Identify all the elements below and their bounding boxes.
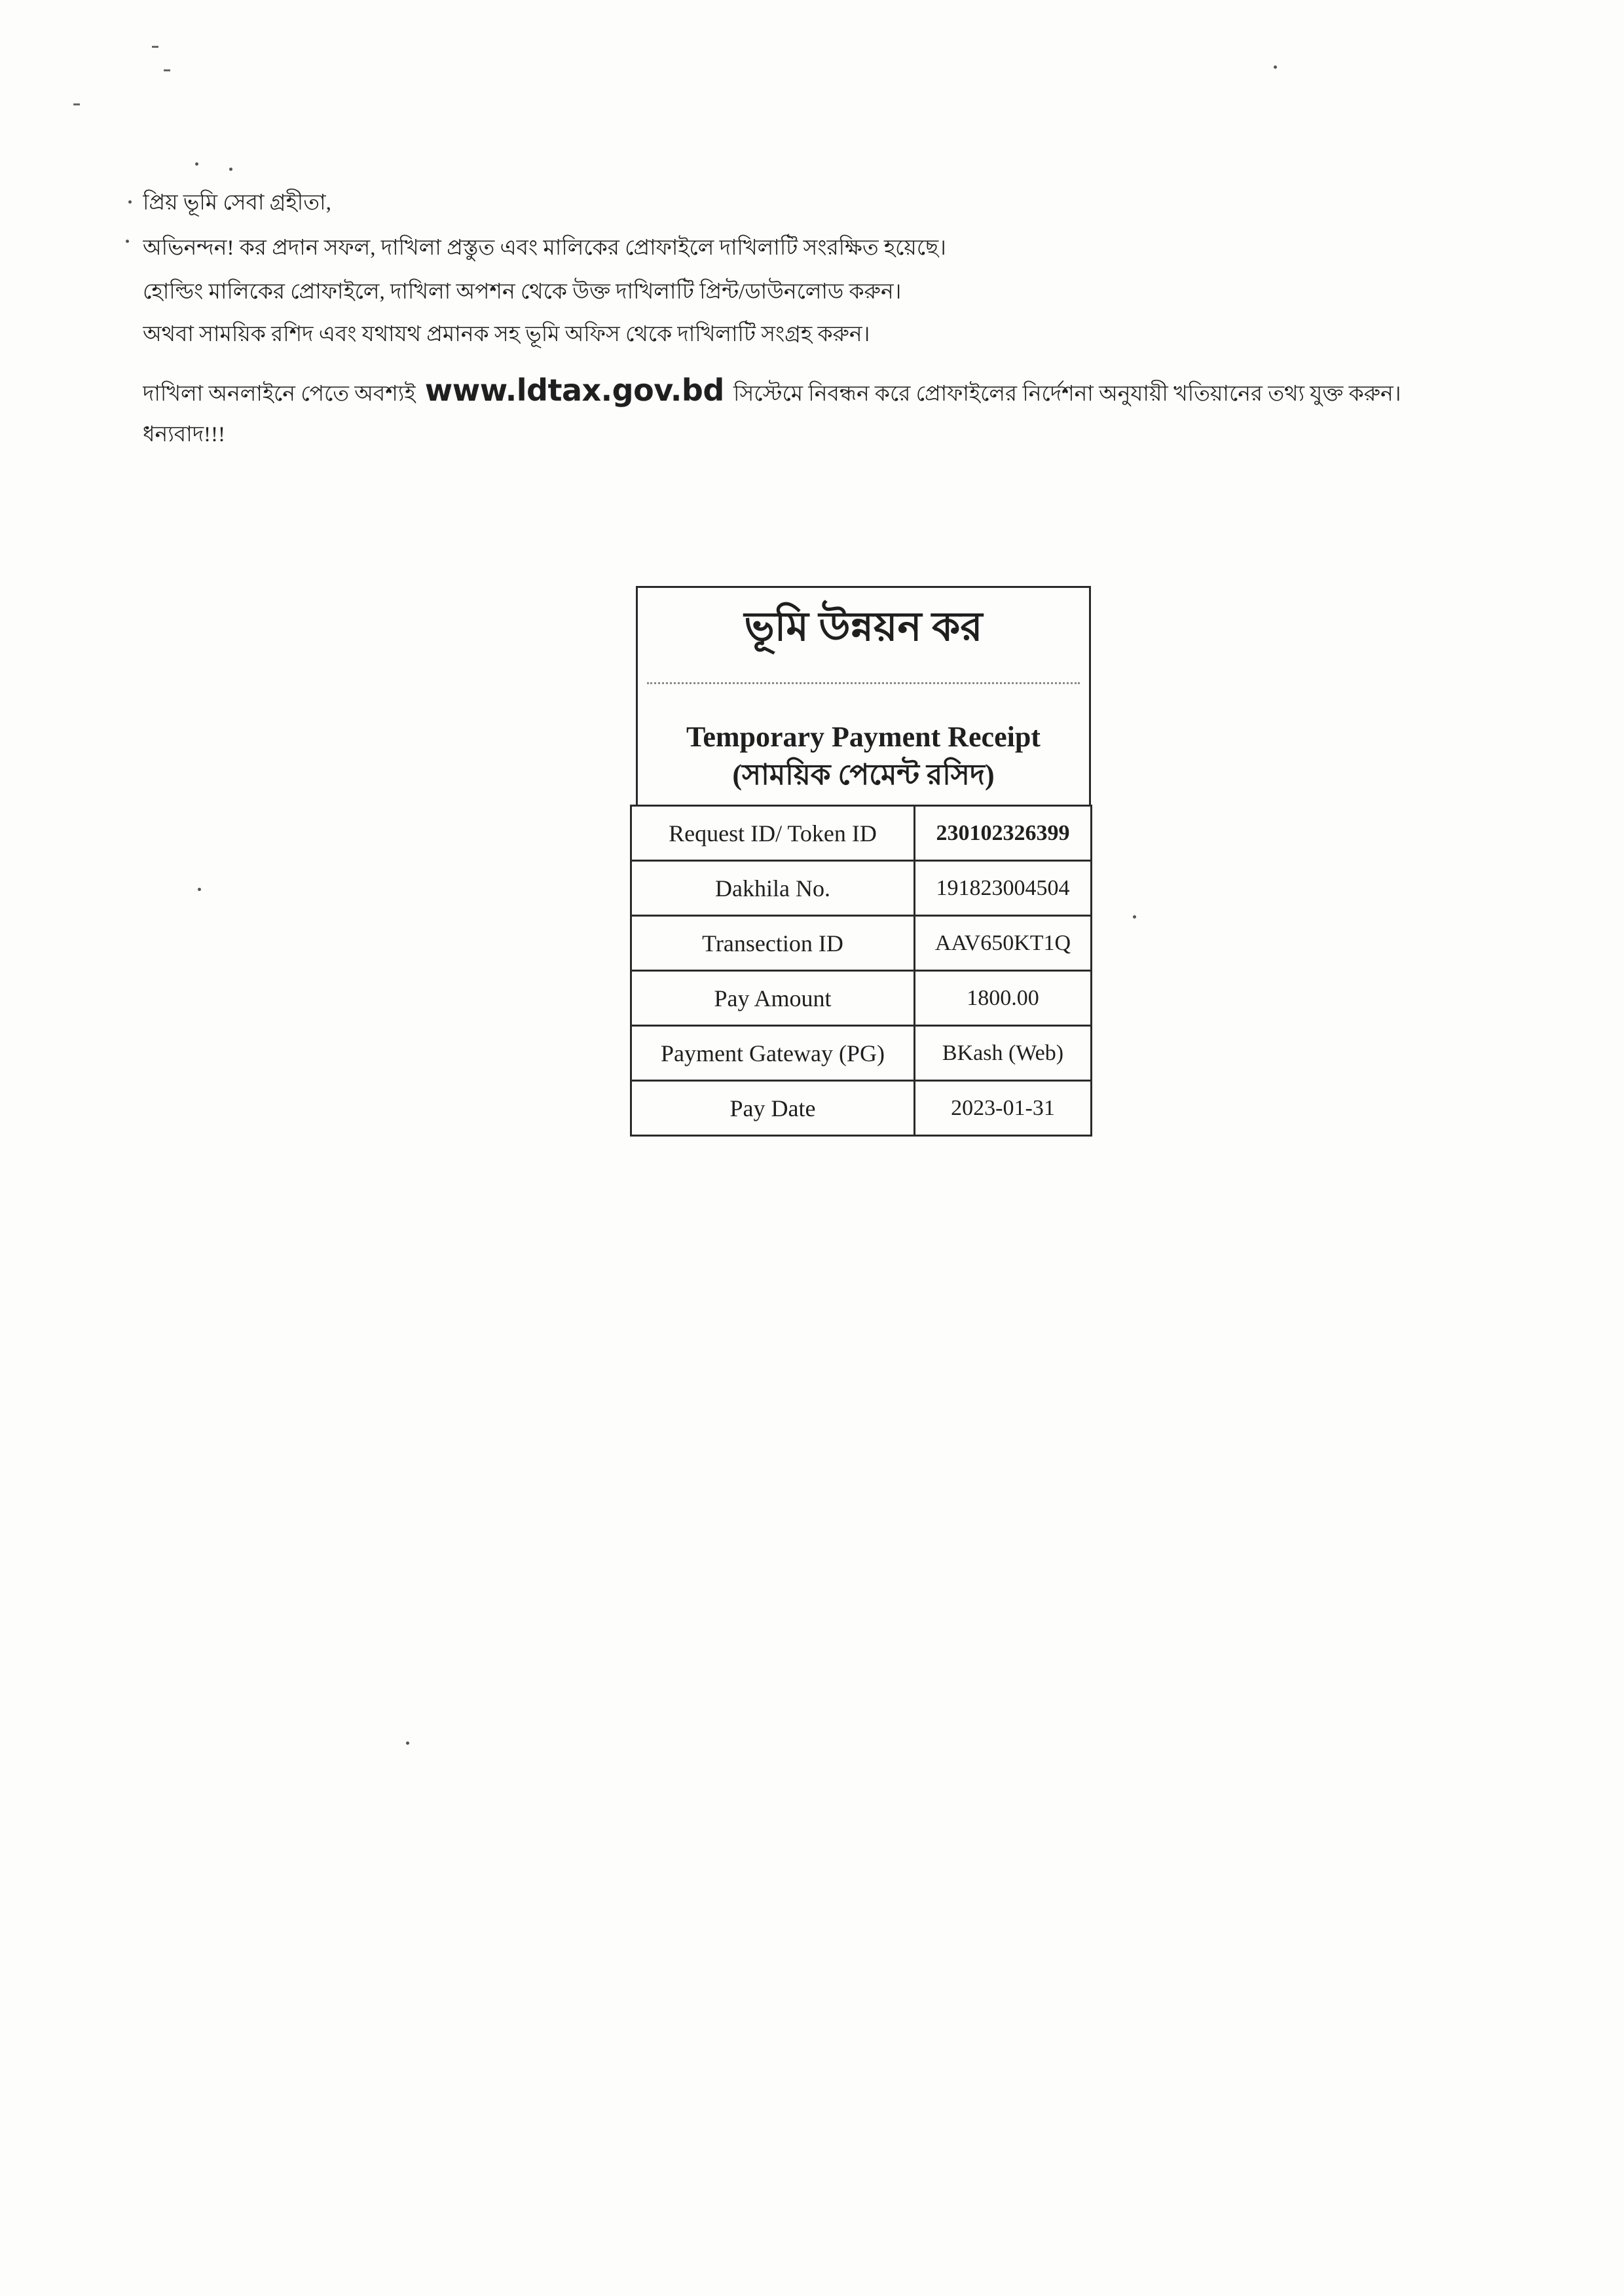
letter-line-registration — [143, 372, 1401, 412]
letter-line-congratulations: অভিনন্দন! কর প্রদান সফল, দাখিলা প্রস্তুত এবং মালিকের প্রোফাইলে দাখিলাটি সংরক্ষিত হয়েছে। — [143, 236, 946, 260]
scan-speck — [1133, 915, 1136, 919]
row-value-dakhila-no: 191823004504 — [915, 861, 1092, 916]
table-row — [631, 861, 1092, 916]
row-label-transaction-id: Transection ID — [631, 916, 915, 971]
dotted-divider — [647, 682, 1080, 684]
table-row — [631, 1081, 1092, 1136]
greeting: প্রিয় ভূমি সেবা গ্রহীতা, — [143, 191, 331, 215]
table-row — [631, 1026, 1092, 1081]
row-value-request-id: 230102326399 — [915, 806, 1092, 861]
row-value-payment-gateway: BKash (Web) — [915, 1026, 1092, 1081]
row-value-transaction-id: AAV650KT1Q — [915, 916, 1092, 971]
website-url: www.ldtax.gov.bd — [424, 373, 724, 408]
scan-speck — [195, 162, 198, 166]
row-value-pay-date: 2023-01-31 — [915, 1081, 1092, 1136]
table-row — [631, 916, 1092, 971]
letter-line-office-collection: অথবা সাময়িক রশিদ এবং যথাযথ প্রমানক সহ ভূমি অফিস থেকে দাখিলাটি সংগ্রহ করুন। — [143, 323, 870, 346]
scan-speck — [406, 1741, 409, 1745]
row-label-request-id: Request ID/ Token ID — [631, 806, 915, 861]
scan-speck — [128, 200, 132, 204]
scan-speck — [229, 168, 232, 171]
table-row — [631, 806, 1092, 861]
scan-speck — [164, 69, 170, 71]
receipt-table — [630, 805, 1092, 1137]
scan-speck — [126, 240, 129, 243]
registration-text-after: সিস্টেমে নিবন্ধন করে প্রোফাইলের নির্দেশনা অনুযায়ী খতিয়ানের তথ্য যুক্ত করুন। — [733, 382, 1401, 406]
letter-line-download-instructions: হোল্ডিং মালিকের প্রোফাইলে, দাখিলা অপশন থেকে উক্ত দাখিলাটি প্রিন্ট/ডাউনলোড করুন। — [143, 280, 902, 304]
scan-speck — [73, 103, 80, 105]
table-row — [631, 971, 1092, 1026]
receipt-title: ভূমি উন্নয়ন কর — [744, 605, 983, 649]
receipt-header — [636, 586, 1091, 807]
receipt-subtitle-english: Temporary Payment Receipt — [686, 721, 1041, 753]
receipt-subtitle-bengali: (সাময়িক পেমেন্ট রসিদ) — [732, 759, 995, 791]
scan-speck — [152, 46, 158, 48]
row-label-dakhila-no: Dakhila No. — [631, 861, 915, 916]
closing-thanks: ধন্যবাদ!!! — [143, 423, 226, 446]
scan-speck — [198, 888, 201, 891]
scan-speck — [1274, 65, 1277, 69]
row-value-pay-amount: 1800.00 — [915, 971, 1092, 1026]
row-label-payment-gateway: Payment Gateway (PG) — [631, 1026, 915, 1081]
row-label-pay-date: Pay Date — [631, 1081, 915, 1136]
registration-text-before: দাখিলা অনলাইনে পেতে অবশ্যই — [143, 382, 416, 406]
row-label-pay-amount: Pay Amount — [631, 971, 915, 1026]
